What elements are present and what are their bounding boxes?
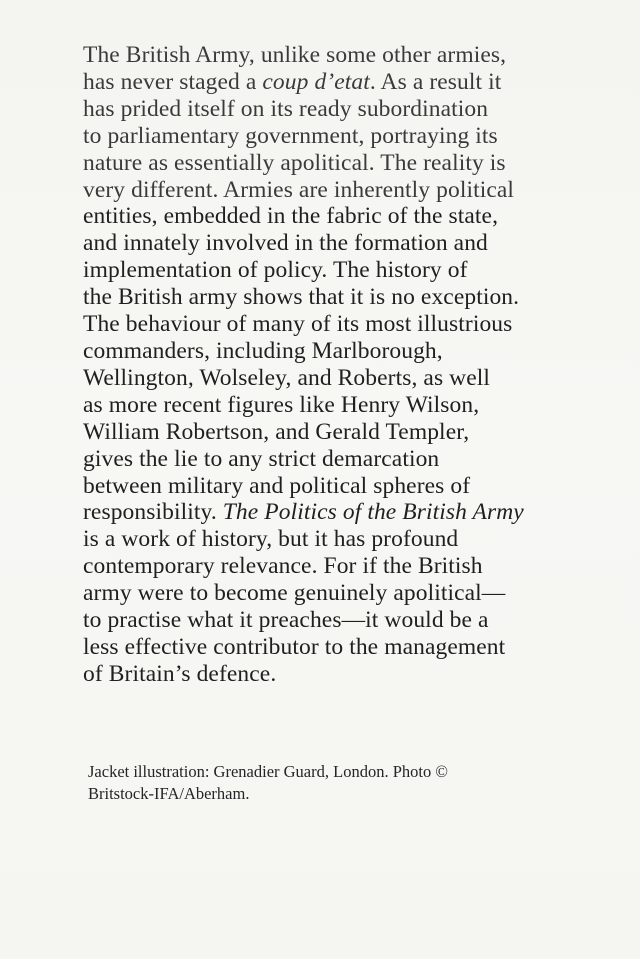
blurb-line: gives the lie to any strict demarcation	[83, 445, 440, 472]
blurb-text: . As a result it	[369, 68, 502, 95]
blurb-line: The British Army, unlike some other armies,	[83, 42, 507, 68]
blurb-line: of Britain’s defence.	[83, 660, 277, 687]
blurb-text: responsibility.	[83, 499, 223, 526]
blurb-line: entities, embedded in the fabric of the state,	[83, 203, 499, 230]
blurb-line: commanders, including Marlborough,	[83, 337, 443, 364]
blurb-line: is a work of history, but it has profound	[83, 526, 459, 553]
blurb-line	[83, 69, 603, 96]
blurb-line: nature as essentially apolitical. The reality is	[83, 149, 506, 176]
blurb-line: army were to become genuinely apolitical—	[83, 580, 506, 607]
blurb-line: as more recent figures like Henry Wilson,	[83, 391, 480, 418]
blurb-line: William Robertson, and Gerald Templer,	[83, 418, 470, 445]
jacket-blurb	[83, 42, 603, 688]
blurb-line: to parliamentary government, portraying its	[83, 122, 498, 149]
blurb-line: Wellington, Wolseley, and Roberts, as well	[83, 364, 491, 391]
blurb-line: and innately involved in the formation and	[83, 230, 488, 257]
credit-line: Britstock-IFA/Aberham.	[88, 784, 250, 803]
blurb-line	[83, 499, 603, 526]
credit-line: Jacket illustration: Grenadier Guard, London. Photo ©	[88, 762, 448, 781]
blurb-line: to practise what it preaches—it would be a	[83, 607, 489, 634]
blurb-italic: coup d’etat	[262, 68, 370, 95]
blurb-line: the British army shows that it is no exception.	[83, 284, 520, 311]
blurb-text: has never staged a	[83, 68, 263, 95]
blurb-line: contemporary relevance. For if the British	[83, 553, 483, 580]
book-title-italic: The Politics of the British Army	[222, 499, 524, 526]
blurb-line: has prided itself on its ready subordination	[83, 95, 489, 122]
blurb-line: implementation of policy. The history of	[83, 257, 468, 284]
jacket-illustration-credit	[88, 761, 608, 805]
blurb-line: less effective contributor to the management	[83, 633, 506, 660]
blurb-line: very different. Armies are inherently political	[83, 176, 515, 203]
blurb-line: The behaviour of many of its most illustrious	[83, 311, 513, 338]
blurb-line: between military and political spheres of	[83, 472, 471, 499]
